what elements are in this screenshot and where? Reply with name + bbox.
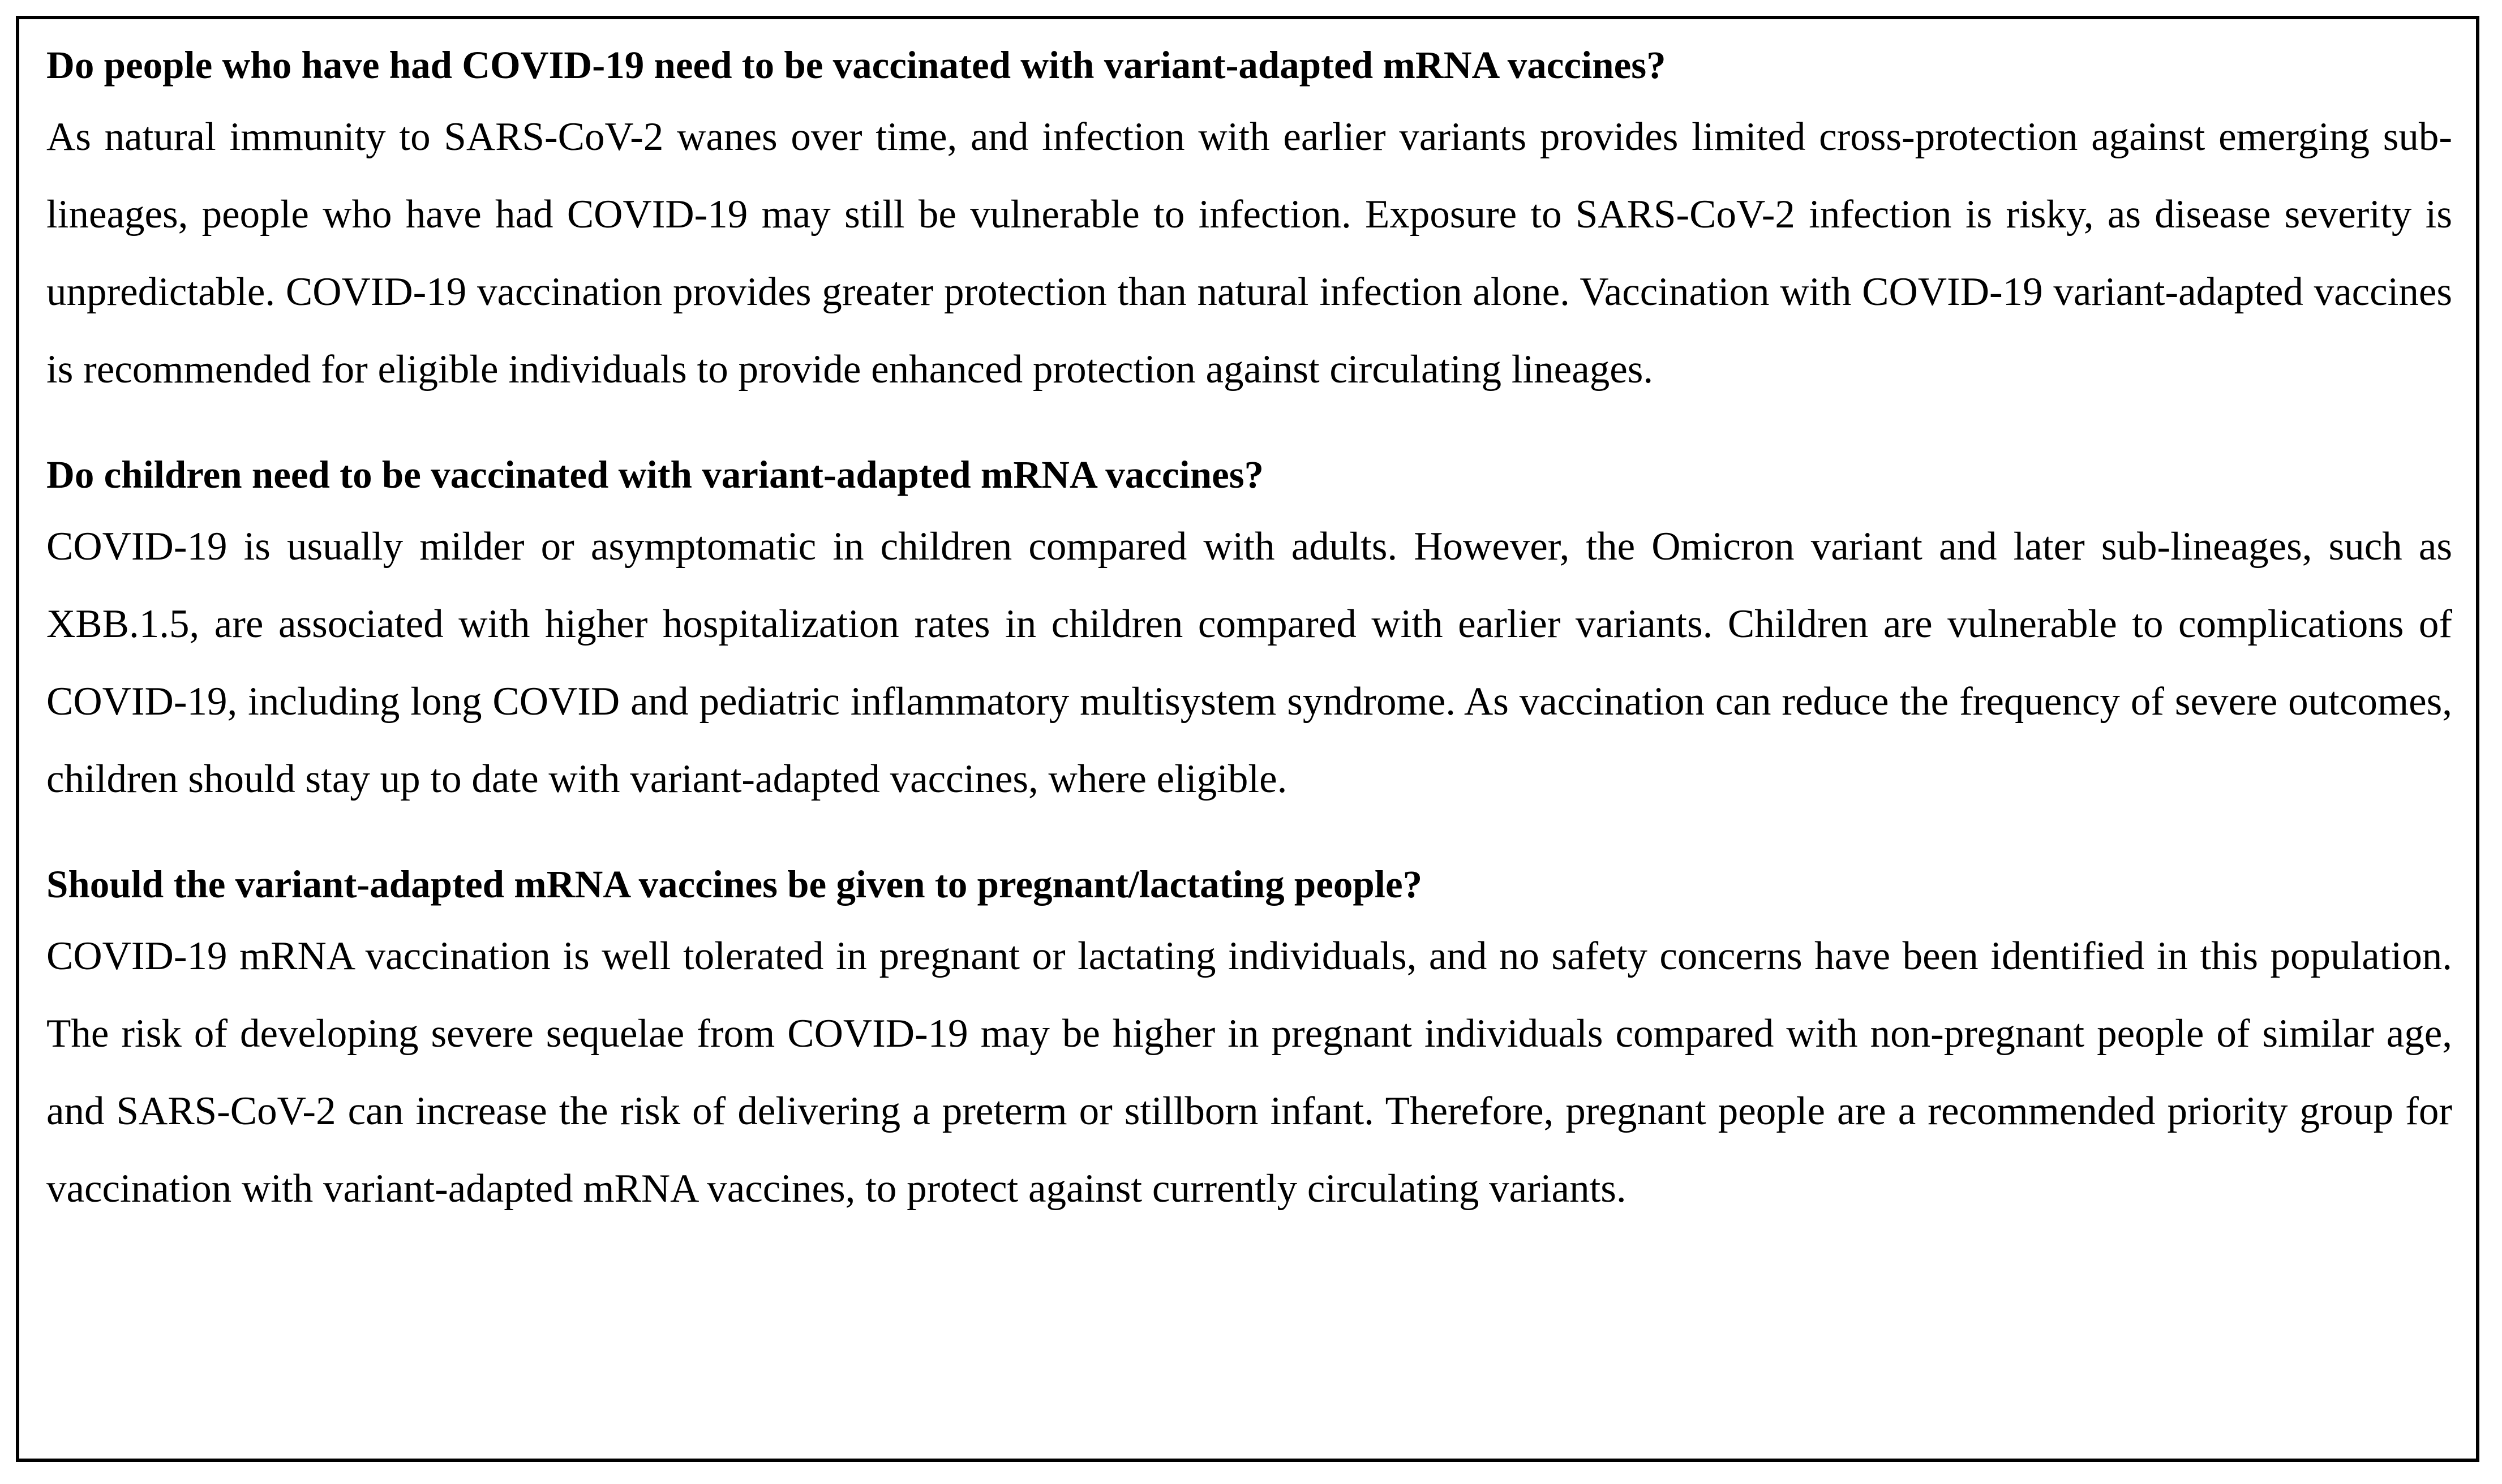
faq-answer: As natural immunity to SARS-CoV-2 wanes over time, and infection with earlier variants provides limited cross-protection against emerging sub-lineages, people who have had COVID-19 may still be vulnerable to infection. Exposure to SARS-CoV-2 infection is risky, as disease severity is unpredictable. COVID-19 vaccination provides greater protection than natural infection alone. Vaccination with COVID-19 variant-adapted vaccines is recommended for eligible individuals to provide enhanced protection against circulating lineages.	[46, 115, 2452, 392]
faq-question: Do children need to be vaccinated with variant-adapted mRNA vaccines?	[46, 453, 1264, 496]
faq-question: Should the variant-adapted mRNA vaccines be given to pregnant/lactating people?	[46, 863, 1423, 906]
faq-section-prior-infection	[46, 32, 2452, 408]
faq-question: Do people who have had COVID-19 need to be vaccinated with variant-adapted mRNA vaccines?	[46, 44, 1666, 87]
faq-section-children	[46, 441, 2452, 818]
faq-box	[16, 16, 2479, 1462]
faq-answer: COVID-19 is usually milder or asymptomatic in children compared with adults. However, the Omicron variant and later sub-lineages, such as XBB.1.5, are associated with higher hospitalization rates in children compared with earlier variants. Children are vulnerable to complications of COVID-19, including long COVID and pediatric inflammatory multisystem syndrome. As vaccination can reduce the frequency of severe outcomes, children should stay up to date with variant-adapted vaccines, where eligible.	[46, 524, 2452, 801]
faq-answer: COVID-19 mRNA vaccination is well tolerated in pregnant or lactating individuals, and no safety concerns have been identified in this population. The risk of developing severe sequelae from COVID-19 may be higher in pregnant individuals compared with non-pregnant people of similar age, and SARS-CoV-2 can increase the risk of delivering a preterm or stillborn infant. Therefore, pregnant people are a recommended priority group for vaccination with variant-adapted mRNA vaccines, to protect against currently circulating variants.	[46, 934, 2452, 1211]
faq-section-pregnancy	[46, 851, 2452, 1228]
